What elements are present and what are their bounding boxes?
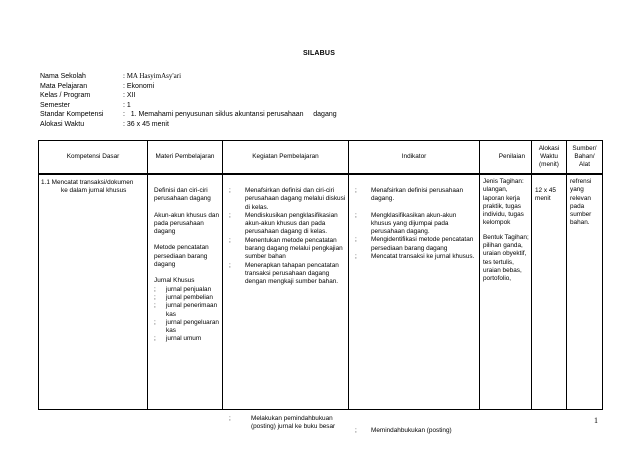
- materi-sub-item: [154, 319, 220, 336]
- kompetensi-text: 1.1 Mencatat transaksi/dokumen: [41, 179, 134, 186]
- materi-sub-text: jurnal umum: [166, 335, 202, 343]
- bullet-symbol: ;: [154, 302, 156, 310]
- page-number: 1: [594, 416, 598, 425]
- indikator-item: [349, 187, 479, 204]
- header-sumber: [567, 141, 603, 175]
- info-row-school: [40, 72, 337, 82]
- materi-sub-text: jurnal penjualan: [166, 285, 212, 293]
- materi-item: Metode pencatatan persediaan barang dagang: [154, 244, 209, 269]
- syllabus-table: [38, 140, 603, 434]
- materi-item: Definisi dan ciri-ciri perusahaan dagang: [154, 187, 211, 203]
- cell-indikator: [349, 174, 480, 434]
- kegiatan-text: Melakukan pemindahbukuan (posting) jurnal ke buku besar: [251, 415, 336, 431]
- cell-kegiatan: [223, 174, 349, 431]
- kegiatan-item: [223, 187, 348, 212]
- bullet-symbol: ;: [229, 415, 231, 422]
- header-alokasi: [532, 141, 567, 175]
- info-row-class: [40, 91, 337, 101]
- info-value: : XII: [123, 92, 136, 100]
- kegiatan-item: [223, 262, 348, 287]
- info-value: : Ekonomi: [123, 82, 155, 90]
- kegiatan-text: Menafsirkan definisi dan ciri-ciri perusahaan dagang melalui diskusi di kelas.: [245, 187, 346, 211]
- info-value: : 1: [123, 101, 131, 109]
- kegiatan-text: Menerapkan tahapan pencatatan transaksi perusahaan dagang dengan mengkaji sumber bahan.: [245, 261, 339, 286]
- header-penilaian: Penilaian: [480, 141, 532, 175]
- table-row: [39, 174, 603, 410]
- document-title: SILABUS: [302, 50, 336, 57]
- penilaian-text: Jenis Tagihan: ulangan, laporan kerja praktik, tugas individu, tugas kelompok: [483, 178, 524, 227]
- materi-sub-text: jurnal pengeluaran kas: [166, 318, 219, 335]
- materi-sub-item: [154, 302, 220, 319]
- indikator-item: [349, 236, 479, 253]
- header-sumber-line: Alat: [578, 161, 590, 169]
- sumber-text: refrensi yang relevan pada sumber bahan.: [570, 178, 592, 227]
- header-sumber-line: Sumber/: [572, 144, 597, 152]
- indikator-text: Mencatat transaksi ke jurnal khusus.: [371, 253, 475, 261]
- bullet-symbol: ;: [229, 187, 231, 194]
- cell-sumber: [567, 174, 603, 410]
- info-row-time: [40, 120, 337, 130]
- info-label: Kelas / Program: [40, 92, 91, 100]
- info-row-semester: [40, 101, 337, 111]
- kegiatan-text: Mendiskusikan pengklasifikasian akun-akun khusus dan pada perusahaan dagang di kelas.: [245, 211, 338, 236]
- bullet-symbol: ;: [229, 236, 231, 244]
- cell-penilaian: [480, 174, 532, 410]
- header-alokasi-line: (menit): [539, 161, 559, 169]
- materi-sub-text: jurnal pembelian: [166, 293, 213, 301]
- indikator-item: [349, 427, 479, 435]
- materi-sub-item: [154, 286, 220, 294]
- info-value: : 36 x 45 menit: [123, 120, 169, 128]
- cell-materi: [148, 174, 223, 410]
- indikator-text: Mengidentifikasi metode pencatatan persediaan barang dagang: [371, 236, 474, 252]
- materi-sub-text: jurnal penerimaan kas: [166, 302, 218, 318]
- kompetensi-text: ke dalam jurnal khusus: [61, 187, 127, 195]
- header-kegiatan: Kegiatan Pembelajaran: [223, 141, 349, 175]
- header-sumber-line: Bahan/: [574, 152, 595, 160]
- bullet-symbol: ;: [355, 211, 357, 219]
- materi-sub-item: [154, 294, 220, 302]
- indikator-text: Menafsirkan definisi perusahaan dagang.: [371, 187, 464, 203]
- bullet-symbol: ;: [154, 335, 156, 343]
- info-label: Standar Kompetensi: [40, 111, 104, 119]
- alokasi-text: 12 x 45 menit: [535, 187, 556, 203]
- kegiatan-item: [223, 415, 348, 432]
- penilaian-text: Bentuk Tagihan; pilihan ganda, uraian obyektif, tes tertulis, uraian bebas, portofolio,: [483, 233, 529, 283]
- info-row-subject: [40, 82, 337, 92]
- indikator-text: Mengklasifikasikan akun-akun khusus yang dijumpai pada perusahaan dagang.: [371, 211, 457, 236]
- header-alokasi-line: Waktu: [540, 152, 558, 160]
- bullet-symbol: ;: [355, 187, 357, 194]
- kegiatan-item: [223, 237, 348, 262]
- bullet-symbol: ;: [154, 285, 156, 293]
- info-label: Mata Pelajaran: [40, 82, 88, 90]
- table-header-row: [39, 141, 603, 175]
- materi-sub-item: [154, 335, 220, 343]
- kegiatan-item: [223, 212, 348, 237]
- indikator-item: [349, 212, 479, 237]
- info-row-competency: [40, 110, 337, 120]
- header-indikator: Indikator: [349, 141, 480, 175]
- bullet-symbol: ;: [154, 293, 156, 301]
- materi-item: Akun-akun khusus dan pada perusahaan dagang: [154, 211, 220, 236]
- info-value: : 1. Memahami penyusunan siklus akuntansi perusahaan dagang: [123, 111, 337, 119]
- info-label: Alokasi Waktu: [40, 120, 85, 128]
- materi-item: Jurnal Khusus: [154, 277, 195, 285]
- cell-kompetensi: [39, 174, 148, 410]
- cell-alokasi: [532, 174, 567, 410]
- header-kompetensi: Kompetensi Dasar: [39, 141, 148, 175]
- indikator-text: Memindahbukukan (posting): [371, 427, 452, 434]
- bullet-symbol: ;: [229, 211, 231, 219]
- kegiatan-text: Menentukan metode pencatatan barang dagang melalui pengkajian sumber bahan: [245, 236, 343, 261]
- header-materi: Materi Pembelajaran: [148, 141, 223, 175]
- bullet-symbol: ;: [154, 318, 156, 326]
- info-label: Nama Sekolah: [40, 73, 86, 80]
- syllabus-info: [40, 72, 337, 130]
- indikator-item: [349, 253, 479, 261]
- info-label: Semester: [40, 101, 70, 109]
- bullet-symbol: ;: [355, 236, 357, 244]
- bullet-symbol: ;: [355, 427, 357, 434]
- header-alokasi-line: Alokasi: [538, 144, 560, 152]
- bullet-symbol: ;: [355, 253, 357, 261]
- info-value: : MA HasyimAsy'ari: [123, 72, 182, 80]
- bullet-symbol: ;: [229, 261, 231, 269]
